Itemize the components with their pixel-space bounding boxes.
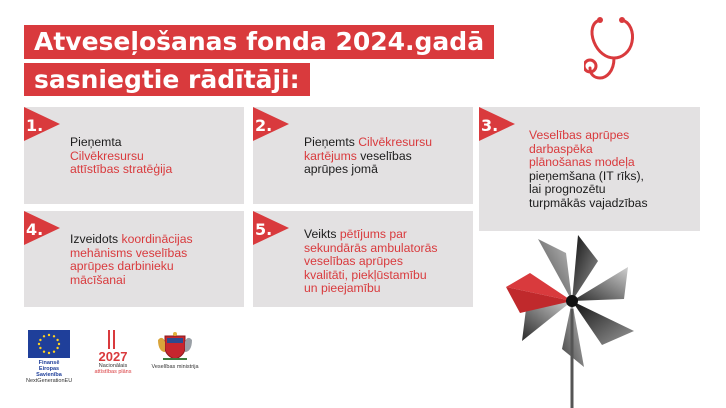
highlight-text: un pieejamību <box>304 281 381 295</box>
card-1 <box>24 107 244 204</box>
ministry-caption: Veselības ministrija <box>151 364 199 370</box>
highlight-text: kartējums <box>304 148 357 163</box>
body-text: Pieņemta <box>70 135 122 149</box>
card-text-line <box>304 150 432 164</box>
card-text-line <box>529 183 648 197</box>
card-4 <box>24 211 244 307</box>
highlight-text: pētījums par <box>339 227 407 241</box>
card-text-line <box>70 136 172 150</box>
highlight-text: koordinācijas <box>121 232 193 246</box>
card-2 <box>253 107 473 204</box>
card-text <box>304 228 437 296</box>
card-text <box>70 136 172 177</box>
body-text: turpmākās vajadzības <box>529 195 648 210</box>
card-number: 1. <box>26 116 44 135</box>
card-text-line <box>529 156 648 170</box>
eu-caption-1: Finansē <box>38 360 60 366</box>
highlight-text: Veselības aprūpes <box>529 128 630 142</box>
body-text: Izveidots <box>70 232 122 246</box>
plan-caption-2: attīstības plāns <box>94 369 132 375</box>
stethoscope-icon <box>584 14 648 94</box>
highlight-text: mācīšanai <box>70 272 126 287</box>
card-text-line <box>70 247 193 261</box>
pinwheel-graphic <box>492 219 662 408</box>
body-text: veselības <box>356 148 412 163</box>
card-text-line <box>70 163 172 177</box>
highlight-text: plānošanas modeļa <box>529 155 635 169</box>
body-text: Veikts <box>304 227 340 241</box>
card-number: 3. <box>481 116 499 135</box>
highlight-text: darbaspēka <box>529 141 593 156</box>
eu-caption-3: NextGenerationEU <box>26 378 73 384</box>
card-text-line <box>304 163 432 177</box>
card-text-line <box>304 228 437 242</box>
card-text-line <box>304 255 437 269</box>
development-plan-logo-block <box>92 330 134 375</box>
highlight-text: kvalitāti, piekļūstamību <box>304 267 427 282</box>
body-text: Pieņemts <box>304 135 359 149</box>
highlight-text: Cilvēkresursu <box>70 148 144 163</box>
card-text-line <box>304 282 437 296</box>
card-text-line <box>529 197 648 211</box>
title-line-1: Atveseļošanas fonda 2024.gadā <box>24 25 494 59</box>
body-text: aprūpes jomā <box>304 162 378 176</box>
highlight-text: Cilvēkresursu <box>358 135 433 149</box>
highlight-text: veselības aprūpes <box>304 254 403 268</box>
body-text: lai prognozētu <box>529 182 606 196</box>
card-number: 2. <box>255 116 273 135</box>
highlight-text: mehānisms veselības <box>70 245 188 260</box>
card-number: 5. <box>255 220 273 239</box>
eu-caption-2: Eiropas Savienība <box>36 366 62 378</box>
card-text-line <box>529 170 648 184</box>
eu-logo-block <box>26 330 72 384</box>
card-text <box>70 233 193 287</box>
card-text <box>304 136 432 177</box>
plan-bars-logo <box>92 330 134 350</box>
card-text-line <box>304 136 432 150</box>
title-line-2: sasniegtie rādītāji: <box>24 63 310 96</box>
card-text-line <box>70 233 193 247</box>
latvia-coat-of-arms-logo <box>155 330 195 362</box>
body-text: pieņemšana (IT rīks), <box>529 168 644 183</box>
card-text <box>529 129 648 210</box>
card-5 <box>253 211 473 307</box>
card-text-line <box>70 260 193 274</box>
card-text-line <box>304 269 437 283</box>
card-number: 4. <box>26 220 44 239</box>
plan-year: 2027 <box>98 349 128 364</box>
card-text-line <box>529 143 648 157</box>
card-text-line <box>304 242 437 256</box>
card-text-line <box>529 129 648 143</box>
plan-caption-1: Nacionālais <box>98 363 128 369</box>
card-3 <box>479 107 700 231</box>
highlight-text: attīstības stratēģija <box>70 162 173 176</box>
highlight-text: sekundārās ambulatorās <box>304 240 438 255</box>
highlight-text: aprūpes darbinieku <box>70 259 174 273</box>
ministry-logo-block <box>151 330 199 370</box>
card-text-line <box>70 150 172 164</box>
card-text-line <box>70 274 193 288</box>
eu-flag-logo <box>28 330 70 358</box>
